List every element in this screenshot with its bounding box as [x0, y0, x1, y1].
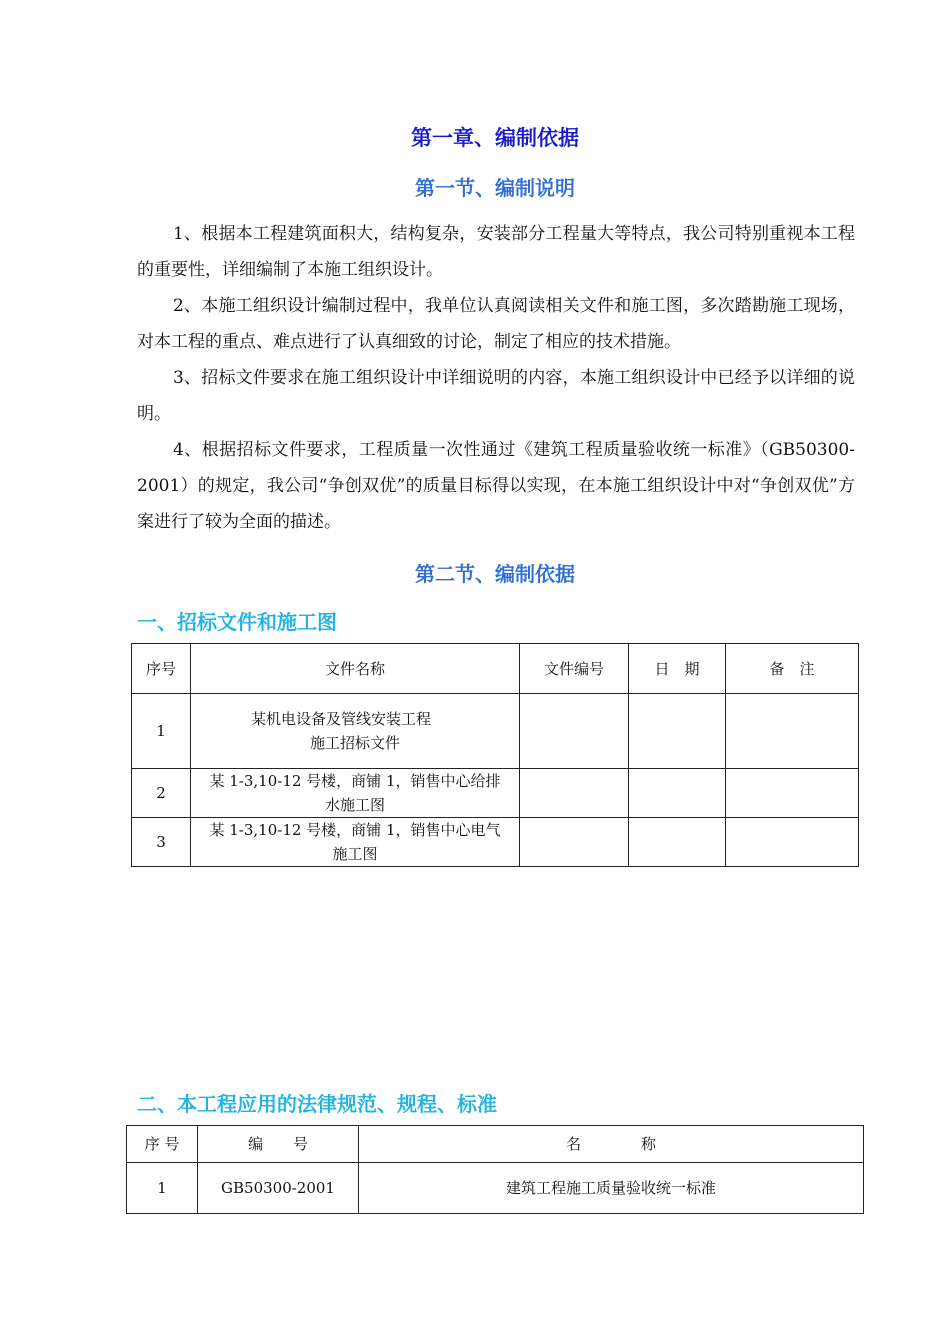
- standards-table: [126, 1125, 864, 1214]
- table-row: [127, 1163, 864, 1214]
- document-name-line: 某 1-3,10-12 号楼，商铺 1，销售中心电气: [209, 821, 501, 839]
- table-row: [132, 694, 859, 769]
- document-code: [520, 818, 629, 867]
- table-row: [132, 769, 859, 818]
- standard-name: 建筑工程施工质量验收统一标准: [359, 1163, 864, 1214]
- header-cell: 日 期: [629, 644, 726, 694]
- standard-code: GB50300-2001: [198, 1163, 359, 1214]
- subheading-standards: 二、本工程应用的法律规范、规程、标准: [137, 1092, 497, 1116]
- section-title-1: 第一节、编制说明: [415, 176, 575, 200]
- subheading-documents: 一、招标文件和施工图: [137, 610, 337, 634]
- paragraph-2: 2、本施工组织设计编制过程中，我单位认真阅读相关文件和施工图，多次踏勘施工现场，对本工程的重点、难点进行了认真细致的讨论，制定了相应的技术措施。: [137, 296, 855, 352]
- row-number: 1: [132, 694, 191, 769]
- table-header-row: [127, 1126, 864, 1163]
- document-name-line: 施工图: [332, 845, 378, 863]
- documents-table: [131, 643, 859, 867]
- document-name-line: 某 1-3,10-12 号楼，商铺 1，销售中心给排: [209, 772, 501, 790]
- paragraph-4: 4、根据招标文件要求，工程质量一次性通过《建筑工程质量验收统一标准》（GB50300-2001）的规定，我公司“争创双优”的质量目标得以实现，在本施工组织设计中对“争创双优”方案进行了较为全面的描述。: [137, 440, 855, 532]
- document-code: [520, 694, 629, 769]
- document-code: [520, 769, 629, 818]
- header-cell: 序号: [132, 644, 191, 694]
- table-row: [132, 818, 859, 867]
- document-name-line: 水施工图: [324, 796, 385, 814]
- document-date: [629, 769, 726, 818]
- header-cell: 名 称: [359, 1126, 864, 1163]
- document-date: [629, 818, 726, 867]
- header-cell: 编 号: [198, 1126, 359, 1163]
- section-body: [137, 216, 855, 540]
- header-cell: 序 号: [127, 1126, 198, 1163]
- document-name: [191, 818, 520, 867]
- section-title-2: 第二节、编制依据: [415, 562, 575, 586]
- document-note: [726, 818, 859, 867]
- document-name: [191, 769, 520, 818]
- paragraph-1: 1、根据本工程建筑面积大，结构复杂，安装部分工程量大等特点，我公司特别重视本工程的重要性，详细编制了本施工组织设计。: [137, 224, 855, 280]
- document-note: [726, 694, 859, 769]
- chapter-title: 第一章、编制依据: [411, 126, 579, 150]
- document-note: [726, 769, 859, 818]
- row-number: 1: [127, 1163, 198, 1214]
- document-name-line: 施工招标文件: [309, 734, 400, 752]
- document-date: [629, 694, 726, 769]
- document-name-line: 某机电设备及管线安装工程: [250, 710, 431, 728]
- document-name: [191, 694, 520, 769]
- row-number: 3: [132, 818, 191, 867]
- header-cell: 文件编号: [520, 644, 629, 694]
- table-header-row: [132, 644, 859, 694]
- header-cell: 备 注: [726, 644, 859, 694]
- header-cell: 文件名称: [191, 644, 520, 694]
- paragraph-3: 3、招标文件要求在施工组织设计中详细说明的内容，本施工组织设计中已经予以详细的说明。: [137, 368, 855, 424]
- row-number: 2: [132, 769, 191, 818]
